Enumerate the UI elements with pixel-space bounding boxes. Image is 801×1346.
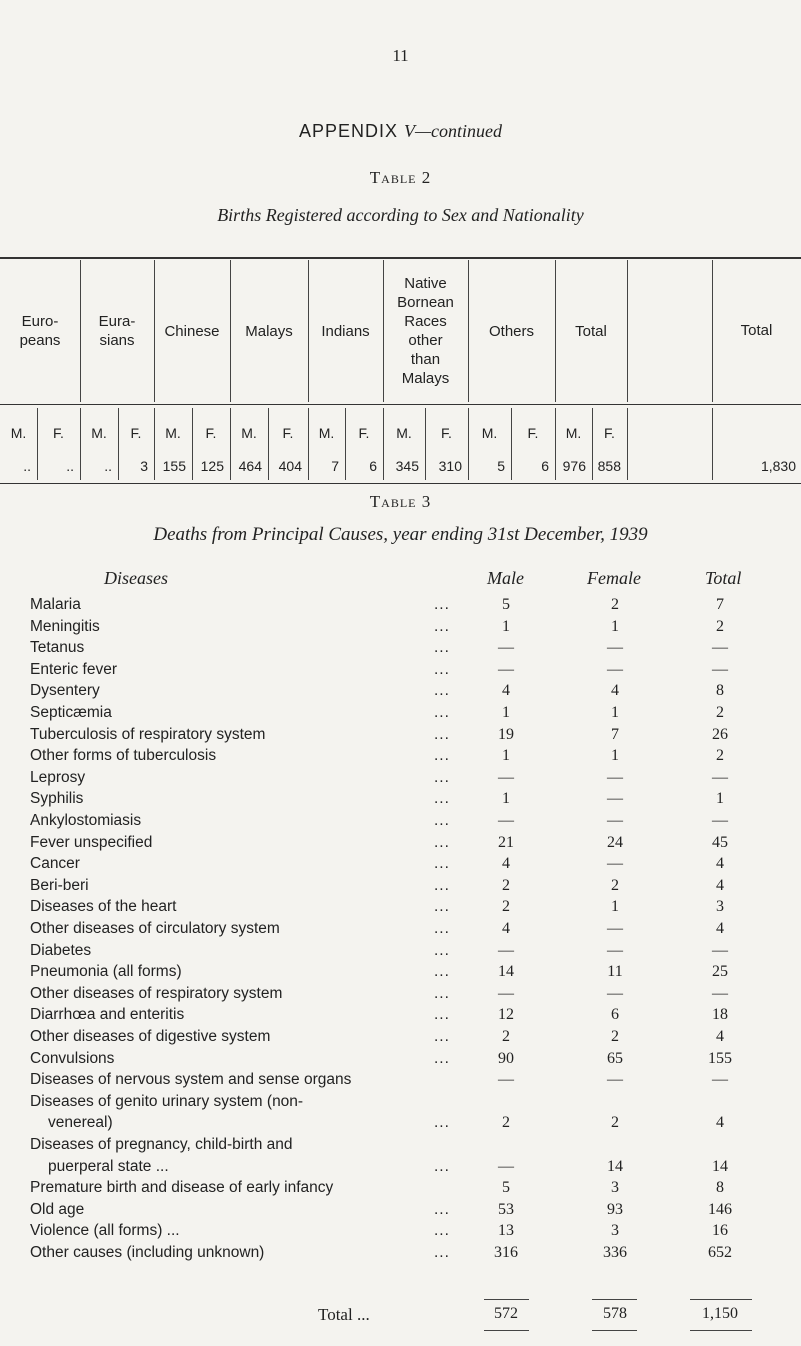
disease-label: Violence (all forms) ... xyxy=(30,1222,180,1240)
disease-label: Pneumonia (all forms) xyxy=(30,963,182,981)
leader-dots: ... xyxy=(434,920,450,937)
female-count: — xyxy=(607,768,623,786)
female-count: 2 xyxy=(611,1028,619,1045)
grand-total-value: 1,830 xyxy=(760,458,796,474)
female-count: — xyxy=(607,941,623,959)
group-header xyxy=(0,312,80,350)
total-count: 4 xyxy=(716,1028,724,1045)
disease-row xyxy=(0,682,801,700)
total-count: 8 xyxy=(716,682,724,700)
disease-row xyxy=(0,1244,801,1262)
male-count: 21 xyxy=(498,833,514,851)
total-count: 4 xyxy=(716,876,724,894)
male-value: 5 xyxy=(497,458,505,474)
disease-label: Diseases of nervous system and sense organs xyxy=(30,1071,352,1089)
disease-row xyxy=(0,639,801,657)
disease-row xyxy=(0,1028,801,1046)
disease-label: Tuberculosis of respiratory system xyxy=(30,725,266,743)
disease-label: Leprosy xyxy=(30,768,86,786)
table2-caption: Births Registered according to Sex and Nationality xyxy=(217,205,584,225)
total-header: Total xyxy=(705,568,742,588)
group-header xyxy=(383,274,468,388)
disease-row xyxy=(0,661,801,679)
grand-total-header: Total xyxy=(740,322,773,339)
male-count: 2 xyxy=(502,1028,510,1045)
disease-label: Beri-beri xyxy=(30,876,89,894)
disease-row xyxy=(0,726,801,744)
disease-row xyxy=(0,1114,801,1132)
disease-row xyxy=(0,834,801,852)
leader-dots: ... xyxy=(434,855,450,873)
disease-label: puerperal state ... xyxy=(48,1157,169,1175)
disease-row xyxy=(0,747,801,765)
male-count: — xyxy=(498,1071,514,1089)
female-label: F. xyxy=(527,425,539,441)
table3-title: Table 3 xyxy=(369,492,432,511)
group-header xyxy=(308,322,383,341)
male-count: — xyxy=(498,984,514,1002)
male-bottom-rule xyxy=(484,1330,529,1331)
disease-row xyxy=(0,596,801,614)
total-count: 4 xyxy=(716,1114,724,1132)
disease-row xyxy=(0,1201,801,1219)
group-header-line: Total xyxy=(575,322,607,340)
male-count: 2 xyxy=(502,876,510,894)
male-count: 5 xyxy=(502,596,510,613)
group-header-line: Races xyxy=(404,313,447,330)
disease-label: Convulsions xyxy=(30,1049,115,1067)
leader-dots: ... xyxy=(434,768,450,786)
group-header-line: Chinese xyxy=(164,322,220,340)
table2-header-divider xyxy=(627,260,628,402)
leader-dots: ... xyxy=(434,833,450,851)
male-total-rule xyxy=(484,1299,529,1300)
male-count: — xyxy=(498,941,514,959)
male-value: 155 xyxy=(162,458,186,474)
total-count: 16 xyxy=(712,1222,728,1240)
male-value: 7 xyxy=(331,458,339,474)
female-count: — xyxy=(607,1071,623,1089)
table2-title: Table 2 xyxy=(369,168,432,187)
disease-label: Diarrhœa and enteritis xyxy=(30,1006,185,1024)
total-count: 1 xyxy=(716,790,724,808)
group-header-line: than xyxy=(410,351,441,368)
male-count: 316 xyxy=(494,1244,518,1261)
disease-label: Diseases of the heart xyxy=(30,898,177,916)
leader-dots: ... xyxy=(434,790,450,808)
total-count: 3 xyxy=(716,898,724,916)
total-count: — xyxy=(712,812,728,829)
total-count: — xyxy=(712,1071,728,1089)
female-count: 93 xyxy=(607,1200,623,1218)
male-value: .. xyxy=(104,458,112,474)
total-bottom-rule xyxy=(690,1330,752,1331)
disease-label: Other diseases of circulatory system xyxy=(30,920,280,937)
appendix-heading xyxy=(0,121,801,142)
female-label: F. xyxy=(53,425,64,441)
total-count: 18 xyxy=(712,1006,728,1024)
disease-row xyxy=(0,1158,801,1176)
disease-label: Cancer xyxy=(30,855,80,873)
male-count: — xyxy=(498,639,514,657)
female-count: 4 xyxy=(611,682,619,700)
group-header-line: Others xyxy=(488,322,534,340)
leader-dots: ... xyxy=(434,1114,450,1132)
leader-dots: ... xyxy=(434,596,450,613)
disease-label: Dysentery xyxy=(30,682,100,700)
male-value: 345 xyxy=(395,458,419,474)
group-header-line: Malays xyxy=(245,322,293,340)
female-value: 6 xyxy=(541,458,549,474)
table3-caption: Deaths from Principal Causes, year ending 31st December, 1939 xyxy=(153,524,648,545)
group-header-line: Euro- xyxy=(21,313,59,330)
male-count: 1 xyxy=(502,747,510,765)
total-row-label: Total ... xyxy=(318,1305,370,1324)
leader-dots: ... xyxy=(434,812,450,829)
female-count: 2 xyxy=(611,876,619,894)
female-value: 125 xyxy=(200,458,224,474)
disease-label: Meningitis xyxy=(30,617,100,635)
total-count: — xyxy=(712,660,728,678)
total-count: 4 xyxy=(716,920,724,937)
total-male: 572 xyxy=(494,1305,518,1322)
disease-label: Enteric fever xyxy=(30,660,118,678)
male-count: 12 xyxy=(498,1006,514,1024)
leader-dots: ... xyxy=(434,660,450,678)
leader-dots: ... xyxy=(434,898,450,916)
male-label: M. xyxy=(10,425,27,441)
leader-dots: ... xyxy=(434,876,450,894)
disease-label: Diseases of pregnancy, child-birth and xyxy=(30,1136,293,1153)
female-count: — xyxy=(607,660,623,678)
group-header xyxy=(230,322,308,341)
leader-dots: ... xyxy=(434,682,450,700)
total-count: 2 xyxy=(716,704,724,721)
table2-top-rule xyxy=(0,257,801,259)
leader-dots: ... xyxy=(434,1028,450,1045)
male-count: 13 xyxy=(498,1222,514,1240)
total-count: 45 xyxy=(712,833,728,851)
female-count: 3 xyxy=(611,1222,619,1240)
male-value: .. xyxy=(23,458,31,474)
disease-row xyxy=(0,920,801,938)
group-header-line: other xyxy=(408,332,443,349)
disease-label: Ankylostomiasis xyxy=(30,812,142,829)
male-count: 5 xyxy=(502,1179,510,1197)
total-count: 4 xyxy=(716,855,724,873)
female-value: 6 xyxy=(369,458,377,474)
female-count: 2 xyxy=(611,1114,619,1132)
total-count: 2 xyxy=(716,617,724,635)
table2-header-rule xyxy=(0,404,801,405)
disease-row xyxy=(0,812,801,830)
male-label: M. xyxy=(318,425,335,441)
diseases-header: Diseases xyxy=(104,568,168,588)
group-header-line: Eura- xyxy=(98,313,136,330)
female-count: — xyxy=(607,920,623,937)
group-header xyxy=(468,322,555,341)
female-label: F. xyxy=(604,425,615,441)
female-header: Female xyxy=(587,568,641,588)
disease-row xyxy=(0,855,801,873)
male-count: 14 xyxy=(498,963,514,981)
disease-row xyxy=(0,963,801,981)
female-total-rule xyxy=(592,1299,637,1300)
female-label: F. xyxy=(205,425,217,441)
female-count: 336 xyxy=(603,1244,627,1261)
male-count: 1 xyxy=(502,617,510,635)
leader-dots: ... xyxy=(434,984,450,1002)
female-value: 3 xyxy=(140,458,148,474)
female-value: 404 xyxy=(278,458,302,474)
disease-label: Premature birth and disease of early infancy xyxy=(30,1179,334,1197)
leader-dots: ... xyxy=(434,725,450,743)
male-count: 4 xyxy=(502,920,510,937)
leader-dots: ... xyxy=(434,639,450,657)
leader-dots: ... xyxy=(434,963,450,981)
total-count: — xyxy=(712,639,728,657)
disease-row xyxy=(0,769,801,787)
group-divider xyxy=(627,408,628,480)
leader-dots: ... xyxy=(434,1049,450,1067)
disease-label: Diseases of genito urinary system (non- xyxy=(30,1092,304,1110)
male-label: M. xyxy=(481,425,498,441)
total-count: — xyxy=(712,941,728,959)
female-count: 1 xyxy=(611,898,619,916)
disease-label: Septicæmia xyxy=(30,704,112,721)
leader-dots: ... xyxy=(434,1006,450,1024)
total-count: — xyxy=(712,768,728,786)
total-count: 25 xyxy=(712,963,728,981)
male-label: M. xyxy=(91,425,107,441)
female-bottom-rule xyxy=(592,1330,637,1331)
group-header-line: Indians xyxy=(321,322,370,340)
disease-row xyxy=(0,790,801,808)
female-count: 1 xyxy=(611,747,619,765)
female-count: 2 xyxy=(611,596,619,613)
total-female: 578 xyxy=(603,1305,627,1322)
male-count: 19 xyxy=(498,725,514,743)
disease-row xyxy=(0,1050,801,1068)
male-label: M. xyxy=(396,425,412,441)
female-count: 1 xyxy=(611,704,619,721)
appendix-prefix: APPENDIX xyxy=(298,121,405,141)
disease-label: Diabetes xyxy=(30,941,92,959)
female-label: F. xyxy=(358,425,370,441)
male-count: 90 xyxy=(498,1049,514,1067)
disease-label: Tetanus xyxy=(30,639,85,657)
male-count: 1 xyxy=(502,704,510,721)
female-count: 7 xyxy=(611,725,619,743)
male-label: M. xyxy=(165,425,181,441)
total-count: 652 xyxy=(708,1244,732,1261)
disease-row xyxy=(0,1179,801,1197)
disease-row xyxy=(0,618,801,636)
table3-total-row xyxy=(0,1305,801,1323)
female-count: — xyxy=(607,812,623,829)
male-count: — xyxy=(498,660,514,678)
total-count: 7 xyxy=(716,596,724,613)
group-header-line: Native xyxy=(404,275,447,292)
female-value: 310 xyxy=(438,458,462,474)
disease-label: Other diseases of digestive system xyxy=(30,1028,271,1045)
female-label: F. xyxy=(130,425,142,441)
female-count: 3 xyxy=(611,1179,619,1197)
total-count: 8 xyxy=(716,1179,724,1197)
table2-bottom-rule xyxy=(0,483,801,484)
male-count: 1 xyxy=(502,790,510,808)
group-header-line: peans xyxy=(19,332,61,349)
male-label: M. xyxy=(565,425,582,441)
leader-dots: ... xyxy=(434,747,450,765)
female-count: — xyxy=(607,855,623,873)
disease-row xyxy=(0,877,801,895)
female-count: 1 xyxy=(611,617,619,635)
total-count: 14 xyxy=(712,1157,728,1175)
male-count: — xyxy=(498,812,514,829)
group-header xyxy=(80,312,154,350)
female-count: 65 xyxy=(607,1049,623,1067)
male-value: 464 xyxy=(238,458,262,474)
female-value: 858 xyxy=(597,458,621,474)
disease-row xyxy=(0,1222,801,1240)
total-count: 155 xyxy=(708,1049,732,1067)
male-count: 4 xyxy=(502,855,510,873)
disease-label: Fever unspecified xyxy=(30,833,153,851)
leader-dots: ... xyxy=(434,941,450,959)
leader-dots: ... xyxy=(434,1222,450,1240)
total-count: 26 xyxy=(712,725,728,743)
female-count: 11 xyxy=(607,963,623,981)
total-count: 2 xyxy=(716,747,724,765)
disease-row xyxy=(0,942,801,960)
group-header-line: Bornean xyxy=(397,294,454,311)
male-header: Male xyxy=(487,568,524,588)
total-count: 146 xyxy=(708,1200,732,1218)
disease-label: venereal) xyxy=(48,1114,113,1132)
male-count: 4 xyxy=(502,682,510,700)
disease-row xyxy=(0,704,801,722)
female-count: — xyxy=(607,639,623,657)
male-count: — xyxy=(498,1157,514,1175)
male-value: 976 xyxy=(562,458,586,474)
leader-dots: ... xyxy=(434,1157,450,1175)
female-count: 14 xyxy=(607,1157,623,1175)
leader-dots: ... xyxy=(434,1244,450,1261)
male-count: 2 xyxy=(502,898,510,916)
female-label: F. xyxy=(282,425,294,441)
disease-label: Other forms of tuberculosis xyxy=(30,747,217,765)
disease-label: Other diseases of respiratory system xyxy=(30,984,283,1002)
disease-row xyxy=(0,1136,801,1154)
male-label: M. xyxy=(241,425,257,441)
disease-row xyxy=(0,1093,801,1111)
page-number: 11 xyxy=(392,46,409,65)
total-total: 1,150 xyxy=(702,1305,738,1322)
total-count: — xyxy=(712,984,728,1002)
disease-label: Syphilis xyxy=(30,790,84,808)
appendix-suffix: V—continued xyxy=(404,121,502,141)
leader-dots: ... xyxy=(434,617,450,635)
male-count: 2 xyxy=(502,1114,510,1132)
disease-label: Malaria xyxy=(30,596,81,613)
disease-row xyxy=(0,1071,801,1089)
disease-label: Other causes (including unknown) xyxy=(30,1244,265,1261)
group-header-line: sians xyxy=(99,332,135,349)
female-count: — xyxy=(607,790,623,808)
disease-row xyxy=(0,1006,801,1024)
group-header-line: Malays xyxy=(401,370,450,387)
group-header xyxy=(555,322,627,341)
disease-row xyxy=(0,985,801,1003)
disease-row xyxy=(0,898,801,916)
female-value: .. xyxy=(66,458,74,474)
leader-dots: ... xyxy=(434,704,450,721)
disease-label: Old age xyxy=(30,1200,85,1218)
male-count: — xyxy=(498,768,514,786)
female-count: — xyxy=(607,984,623,1002)
female-label: F. xyxy=(441,425,452,441)
total-total-rule xyxy=(690,1299,752,1300)
group-header xyxy=(154,322,230,341)
leader-dots: ... xyxy=(434,1200,450,1218)
female-count: 24 xyxy=(607,833,623,851)
female-count: 6 xyxy=(611,1006,619,1024)
male-count: 53 xyxy=(498,1200,514,1218)
